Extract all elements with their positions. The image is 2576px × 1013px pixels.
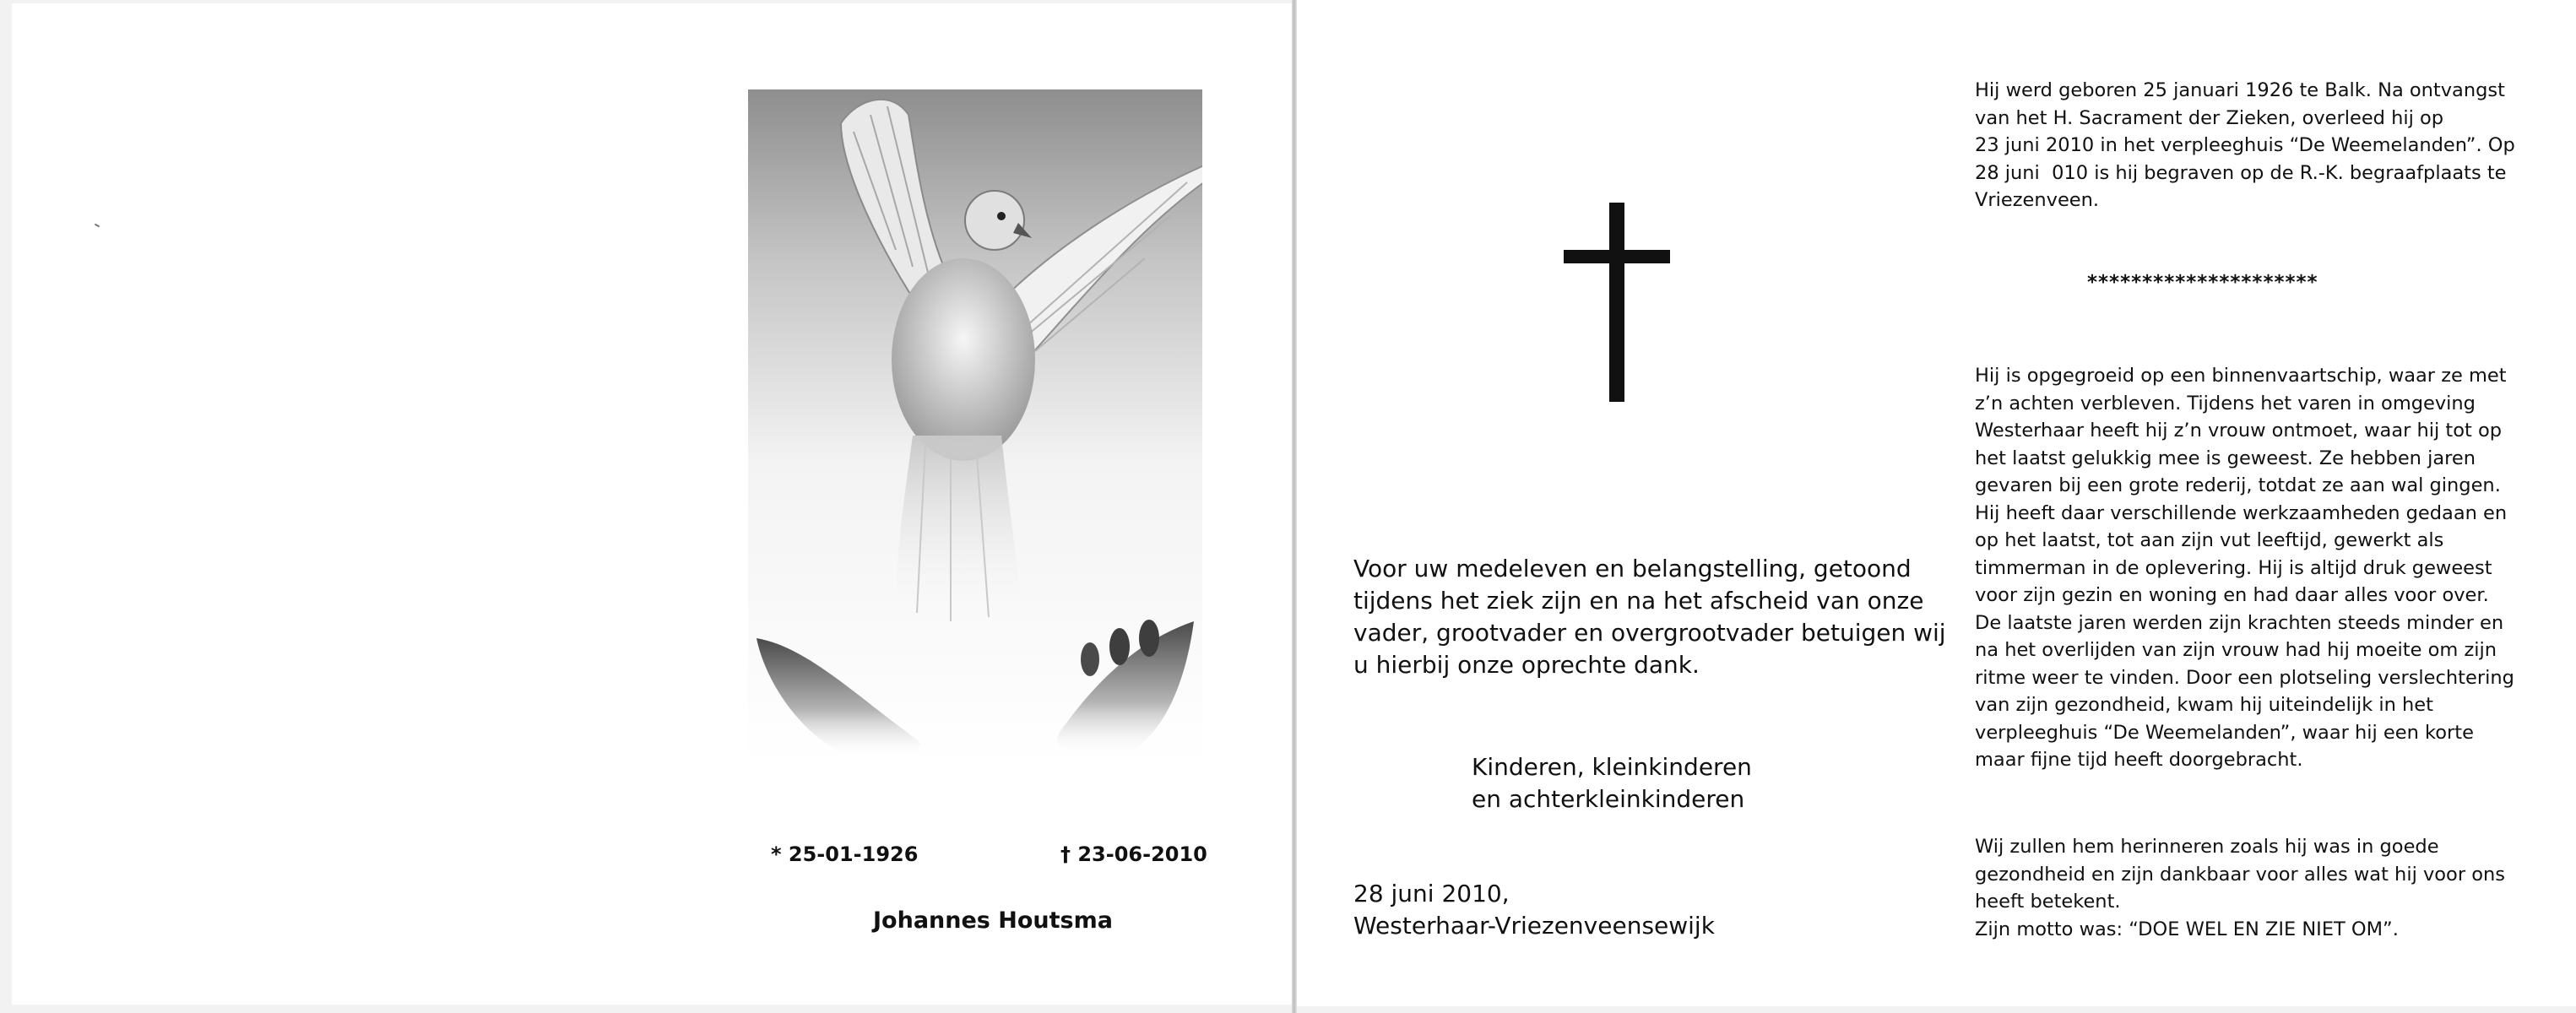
text-line: en achterkleinkinderen [1472, 785, 1745, 813]
text-line: ritme weer te vinden. Door een plotseling verslechtering [1975, 666, 2514, 689]
text-line: Hij heeft daar verschillende werkzaamheden gedaan en [1975, 501, 2508, 524]
birth-date: * 25-01-1926 [771, 842, 919, 866]
deceased-name: Johannes Houtsma [873, 907, 1113, 934]
text-line: van het H. Sacrament der Zieken, overleed hij op [1975, 106, 2444, 129]
text-line: 28 juni 010 is hij begraven op de R.-K. begraafplaats te [1975, 161, 2507, 184]
text-line: Wij zullen hem herinneren zoals hij was in goede [1975, 836, 2439, 858]
text-line: tijdens het ziek zijn en na het afscheid van onze [1353, 587, 1924, 615]
text-line: het laatst gelukkig mee is geweest. Ze hebben jaren [1975, 447, 2476, 469]
text-line: timmerman in de oplevering. Hij is altijd druk geweest [1975, 556, 2492, 579]
cross-icon [1564, 203, 1670, 402]
text-line: Vriezenveen. [1975, 189, 2100, 211]
text-line: gevaren bij een grote rederij, totdat ze aan wal gingen. [1975, 474, 2501, 496]
date-place [1353, 878, 1715, 942]
text-line: 28 juni 2010, [1353, 880, 1510, 907]
death-date: † 23-06-2010 [1060, 842, 1207, 866]
text-line: u hierbij onze oprechte dank. [1353, 651, 1700, 679]
text-line: maar fijne tijd heeft doorgebracht. [1975, 749, 2303, 771]
separator: ********************* [2087, 272, 2318, 294]
text-line: Hij is opgegroeid op een binnenvaartschip, waar ze met [1975, 365, 2507, 387]
dove-hands-image [748, 89, 1202, 765]
text-line: verpleeghuis “De Weemelanden”, waar hij een korte [1975, 721, 2474, 744]
text-line: van zijn gezondheid, kwam hij uiteindelijk in het [1975, 694, 2433, 716]
text-line: Westerhaar-Vriezenveensewijk [1353, 912, 1715, 940]
text-line: heeft betekent. [1975, 891, 2121, 913]
text-line: De laatste jaren werden zijn krachten steeds minder en [1975, 611, 2504, 634]
text-line: na het overlijden van zijn vrouw had hij moeite om zijn [1975, 639, 2497, 661]
text-line: gezondheid en zijn dankbaar voor alles wat hij voor ons [1975, 863, 2505, 886]
text-line: z’n achten verbleven. Tijdens het varen in omgeving [1975, 392, 2476, 414]
text-line: Voor uw medeleven en belangstelling, getoond [1353, 555, 1912, 582]
text-line: Zijn motto was: “DOE WEL EN ZIE NIET OM”. [1975, 918, 2399, 940]
signature-block [1472, 751, 1752, 815]
biography-paragraph-1 [1975, 77, 2515, 214]
biography-paragraph-2 [1975, 362, 2514, 774]
text-line: vader, grootvader en overgrootvader betuigen wij [1353, 619, 1946, 647]
text-line: Westerhaar heeft hij z’n vrouw ontmoet, waar hij tot op [1975, 420, 2503, 441]
text-line: Kinderen, kleinkinderen [1472, 753, 1752, 781]
thanks-message [1353, 553, 1946, 681]
text-line: Hij werd geboren 25 januari 1926 te Balk. Na ontvangst [1975, 79, 2505, 101]
biography-paragraph-3 [1975, 833, 2507, 943]
text-line: voor zijn gezin en woning en had daar alles voor over. [1975, 584, 2489, 606]
text-line: 23 juni 2010 in het verpleeghuis “De Weemelanden”. Op [1975, 134, 2515, 156]
text-line: op het laatst, tot aan zijn vut leeftijd, gewerkt als [1975, 529, 2444, 551]
card-fold [1292, 0, 1297, 1013]
